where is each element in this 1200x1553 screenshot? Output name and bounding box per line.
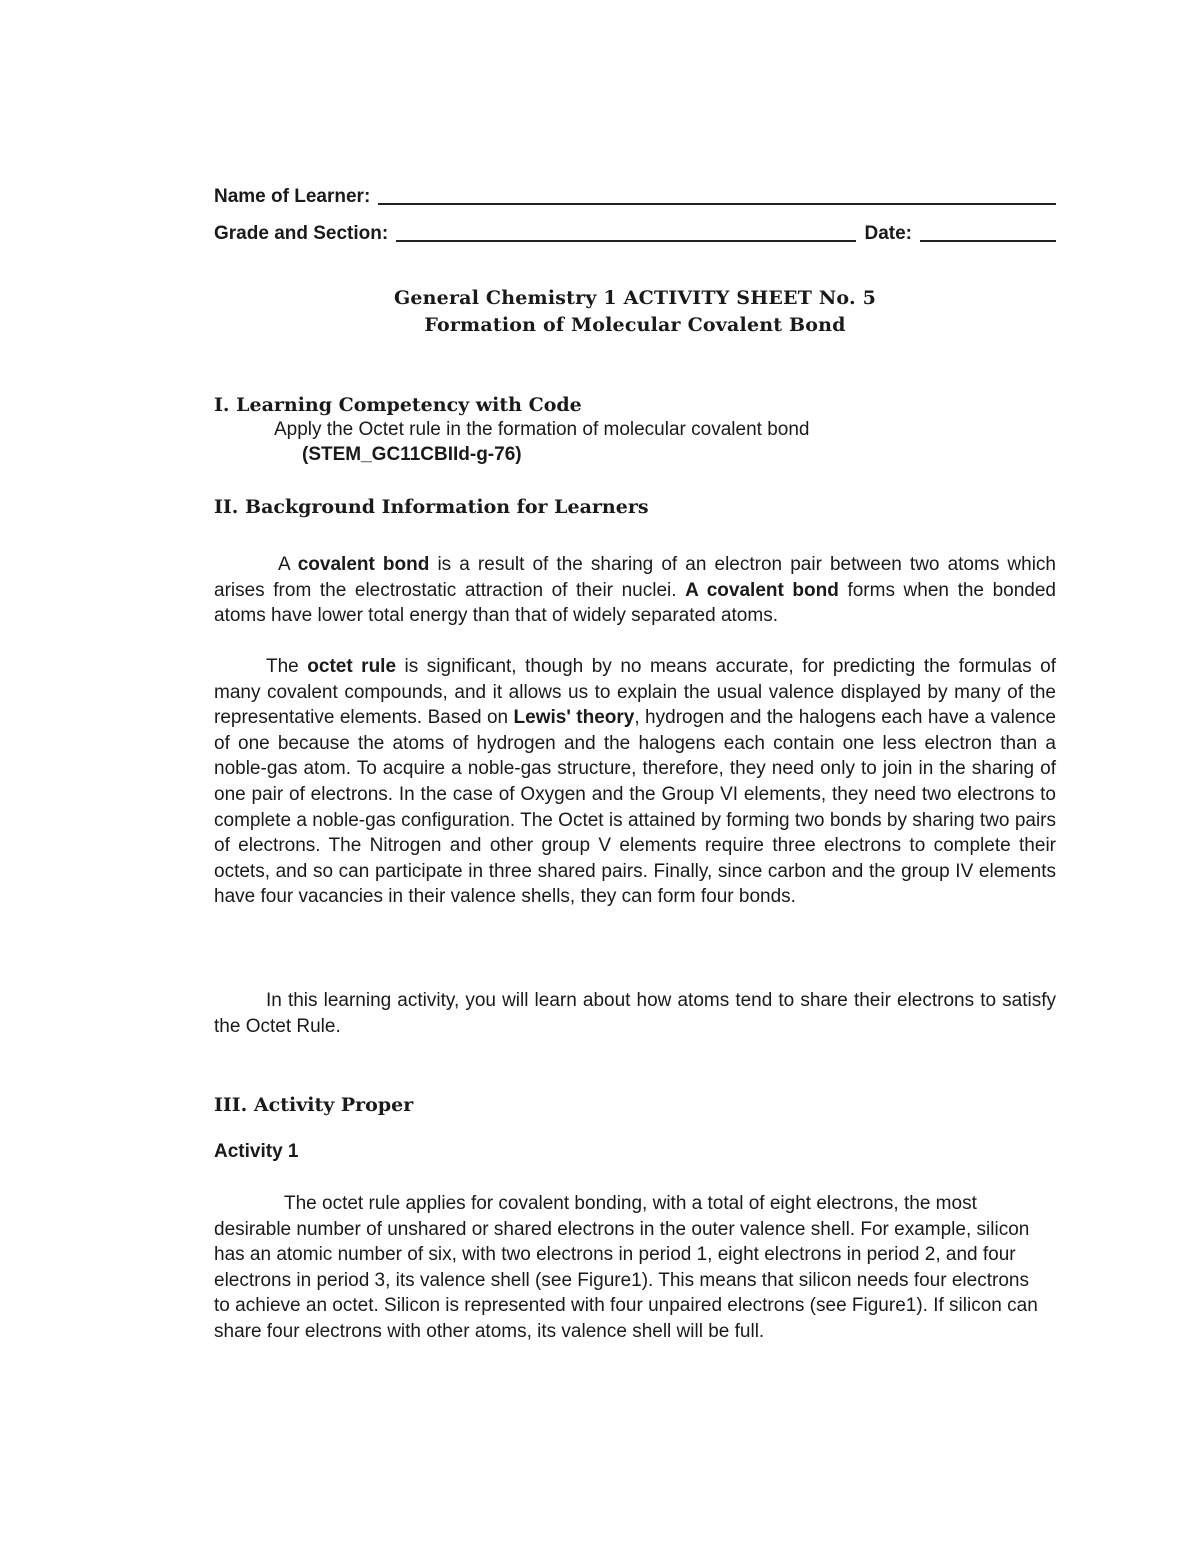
learner-name-blank[interactable]	[378, 185, 1056, 205]
date-label: Date:	[864, 223, 912, 244]
text-span: , hydrogen and the halogens each have a valence of one because the atoms of hydrogen and the halogens each contain one less electron than a noble-gas atom. To acquire a noble-gas structure, therefore, they need only to join in the sharing of one pair of electrons. In the case of Oxygen and the Group VI elements, they need two electrons to complete a noble-gas configuration. The Octet is attained by forming two bonds by sharing two pairs of electrons. The Nitrogen and other group V elements require three electrons to complete their octets, and so can participate in three shared pairs. Finally, since carbon and the group IV elements have four vacancies in their valence shells, they can form four bonds.	[214, 707, 1056, 908]
bold-term-a-covalent-bond: A covalent bond	[685, 579, 839, 601]
background-info-heading: II. Background Information for Learners	[214, 496, 649, 518]
activity-proper-heading: III. Activity Proper	[214, 1094, 414, 1116]
text-span: A	[278, 554, 298, 575]
background-paragraph-3: In this learning activity, you will learn about how atoms tend to share their electrons to satisfy the Octet Rule.	[214, 990, 1056, 1037]
activity-1-title: Activity 1	[214, 1141, 299, 1162]
competency-text: Apply the Octet rule in the formation of molecular covalent bond	[274, 419, 810, 440]
background-paragraph-2	[214, 654, 1056, 910]
text-span: The	[266, 656, 308, 677]
grade-section-label: Grade and Section:	[214, 223, 389, 244]
date-blank[interactable]	[920, 222, 1056, 242]
bold-term-covalent-bond: covalent bond	[297, 554, 430, 575]
background-paragraph-1	[214, 552, 1056, 629]
sheet-title: General Chemistry 1 ACTIVITY SHEET No. 5	[393, 287, 877, 309]
activity-1-paragraph: The octet rule applies for covalent bonding, with a total of eight electrons, the most desirable number of unshared or shared electrons in the outer valence shell. For example, silicon has an atomic number of six, with two electrons in period 1, eight electrons in period 2, and four electrons in period 3, its valence shell (see Figure1). This means that silicon needs four electrons to achieve an octet. Silicon is represented with four unpaired electrons (see Figure1). If silicon can share four electrons with other atoms, its valence shell will be full.	[214, 1193, 1038, 1342]
grade-section-blank[interactable]	[396, 222, 856, 242]
learning-competency-heading: I. Learning Competency with Code	[214, 394, 582, 416]
learner-name-row	[214, 185, 1056, 208]
text-span: is significant, though by no means accurate, for predicting the formulas of many covalent compounds, and it allows us to explain the usual valence displayed by many of the representative elements. Based on	[214, 656, 1056, 729]
text-span: forms when the bonded atoms have lower total energy than that of widely separated atoms.	[214, 579, 1056, 627]
sheet-subtitle: Formation of Molecular Covalent Bond	[424, 314, 846, 336]
competency-code: (STEM_GC11CBIId-g-76)	[302, 444, 522, 465]
grade-section-row	[214, 222, 1056, 245]
text-span: is a result of the sharing of an electron pair between two atoms which arises from the electrostatic attraction of their nuclei.	[214, 554, 1057, 601]
bold-term-lewis-theory: Lewis' theory	[513, 707, 635, 729]
bold-term-octet-rule: octet rule	[307, 656, 397, 677]
learner-name-label: Name of Learner:	[214, 186, 371, 207]
